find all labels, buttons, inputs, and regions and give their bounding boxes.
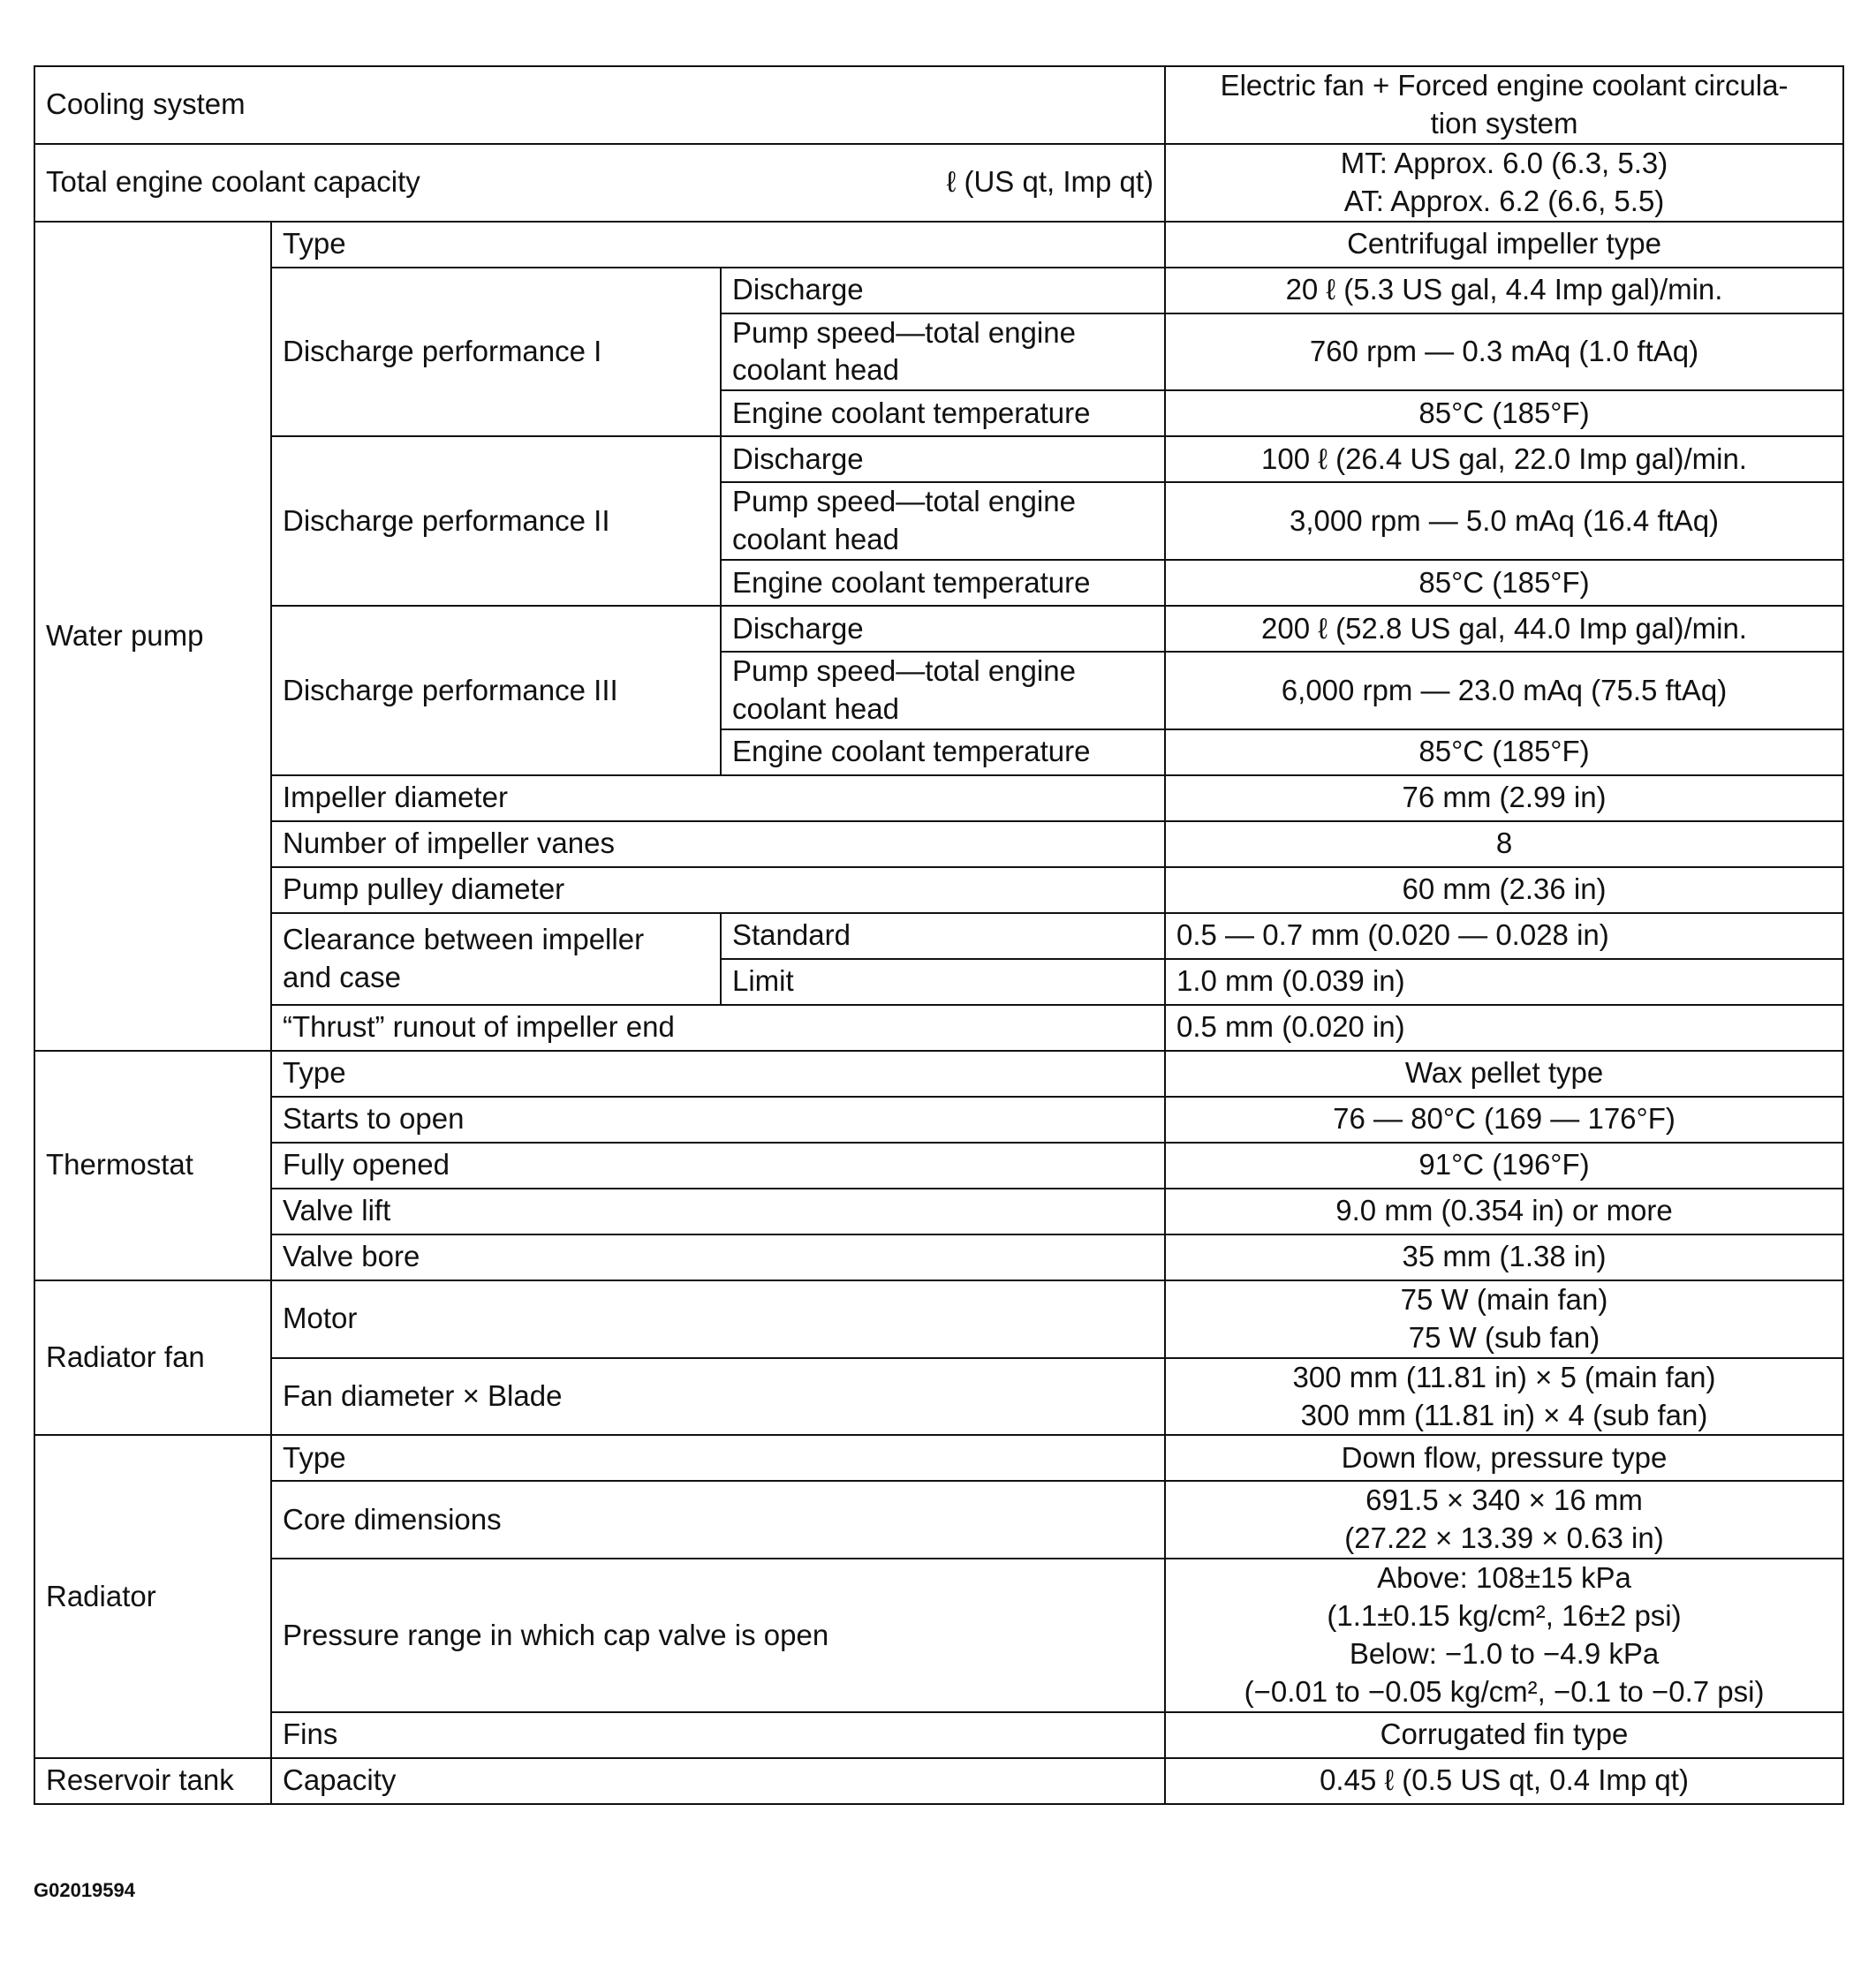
- row-perf2-discharge: [34, 436, 1843, 482]
- row-fan-diameter: [34, 1358, 1843, 1436]
- pump-pulley-value: 60 mm (2.36 in): [1165, 867, 1843, 913]
- perf1-discharge-value: 20 ℓ (5.3 US gal, 4.4 Imp gal)/min.: [1165, 268, 1843, 313]
- clearance-limit-label: Limit: [721, 959, 1165, 1005]
- reservoir-label: Reservoir tank: [34, 1758, 271, 1804]
- water-pump-label: Water pump: [34, 222, 271, 1051]
- perf2-temp-value: 85°C (185°F): [1165, 560, 1843, 606]
- core-dimensions-value: 691.5 × 340 × 16 mm (27.22 × 13.39 × 0.63 in): [1165, 1481, 1843, 1559]
- thermostat-label: Thermostat: [34, 1051, 271, 1280]
- radiator-type-label: Type: [271, 1435, 1165, 1481]
- cap-pressure-label: Pressure range in which cap valve is open: [271, 1559, 1165, 1712]
- valve-bore-value: 35 mm (1.38 in): [1165, 1234, 1843, 1280]
- row-thermostat-type: [34, 1051, 1843, 1097]
- row-reservoir: [34, 1758, 1843, 1804]
- perf3-label: Discharge performance III: [271, 606, 721, 775]
- coolant-capacity-unit: ℓ (US qt, Imp qt): [946, 165, 1154, 199]
- thrust-runout-value: 0.5 mm (0.020 in): [1165, 1005, 1843, 1051]
- row-fins: [34, 1712, 1843, 1758]
- perf3-discharge-value: 200 ℓ (52.8 US gal, 44.0 Imp gal)/min.: [1165, 606, 1843, 652]
- cooling-system-value: Electric fan + Forced engine coolant circula- tion system: [1165, 66, 1843, 144]
- reservoir-capacity-label: Capacity: [271, 1758, 1165, 1804]
- coolant-capacity-label: Total engine coolant capacity: [46, 165, 420, 199]
- perf1-temp-value: 85°C (185°F): [1165, 390, 1843, 436]
- perf2-speed-label: Pump speed—total engine coolant head: [721, 482, 1165, 560]
- coolant-capacity-label-cell: [34, 144, 1165, 222]
- fully-opened-value: 91°C (196°F): [1165, 1143, 1843, 1189]
- clearance-label: Clearance between impeller and case: [271, 913, 721, 1005]
- perf2-label: Discharge performance II: [271, 436, 721, 606]
- row-fully-opened: [34, 1143, 1843, 1189]
- perf3-temp-label: Engine coolant temperature: [721, 729, 1165, 775]
- fan-diameter-value: 300 mm (11.81 in) × 5 (main fan) 300 mm (11.81 in) × 4 (sub fan): [1165, 1358, 1843, 1436]
- coolant-capacity-value: MT: Approx. 6.0 (6.3, 5.3) AT: Approx. 6.2 (6.6, 5.5): [1165, 144, 1843, 222]
- valve-lift-label: Valve lift: [271, 1189, 1165, 1234]
- impeller-diameter-value: 76 mm (2.99 in): [1165, 775, 1843, 821]
- radiator-label: Radiator: [34, 1435, 271, 1757]
- perf2-discharge-label: Discharge: [721, 436, 1165, 482]
- row-pump-pulley: [34, 867, 1843, 913]
- fully-opened-label: Fully opened: [271, 1143, 1165, 1189]
- row-cooling-system: [34, 66, 1843, 144]
- perf1-label: Discharge performance I: [271, 268, 721, 437]
- reservoir-capacity-value: 0.45 ℓ (0.5 US qt, 0.4 Imp qt): [1165, 1758, 1843, 1804]
- row-fan-motor: [34, 1280, 1843, 1358]
- wp-type-label: Type: [271, 222, 1165, 268]
- cooling-system-label: Cooling system: [34, 66, 1165, 144]
- fins-value: Corrugated fin type: [1165, 1712, 1843, 1758]
- pump-pulley-label: Pump pulley diameter: [271, 867, 1165, 913]
- perf2-discharge-value: 100 ℓ (26.4 US gal, 22.0 Imp gal)/min.: [1165, 436, 1843, 482]
- fan-motor-label: Motor: [271, 1280, 1165, 1358]
- wp-type-value: Centrifugal impeller type: [1165, 222, 1843, 268]
- radiator-fan-label: Radiator fan: [34, 1280, 271, 1436]
- cap-pressure-value: Above: 108±15 kPa (1.1±0.15 kg/cm², 16±2 psi) Below: −1.0 to −4.9 kPa (−0.01 to −0.05 kg/cm², −0.1 to −0.7 psi): [1165, 1559, 1843, 1712]
- perf3-speed-label: Pump speed—total engine coolant head: [721, 652, 1165, 729]
- row-valve-lift: [34, 1189, 1843, 1234]
- row-valve-bore: [34, 1234, 1843, 1280]
- row-wp-type: [34, 222, 1843, 268]
- perf3-temp-value: 85°C (185°F): [1165, 729, 1843, 775]
- perf1-temp-label: Engine coolant temperature: [721, 390, 1165, 436]
- cooling-spec-table: [34, 65, 1844, 1805]
- clearance-standard-value: 0.5 — 0.7 mm (0.020 — 0.028 in): [1165, 913, 1843, 959]
- impeller-vanes-value: 8: [1165, 821, 1843, 867]
- row-thrust-runout: [34, 1005, 1843, 1051]
- row-core-dimensions: [34, 1481, 1843, 1559]
- thermostat-type-value: Wax pellet type: [1165, 1051, 1843, 1097]
- row-impeller-vanes: [34, 821, 1843, 867]
- clearance-limit-value: 1.0 mm (0.039 in): [1165, 959, 1843, 1005]
- thermostat-type-label: Type: [271, 1051, 1165, 1097]
- row-radiator-type: [34, 1435, 1843, 1481]
- perf1-discharge-label: Discharge: [721, 268, 1165, 313]
- clearance-standard-label: Standard: [721, 913, 1165, 959]
- row-perf3-discharge: [34, 606, 1843, 652]
- core-dimensions-label: Core dimensions: [271, 1481, 1165, 1559]
- perf3-discharge-label: Discharge: [721, 606, 1165, 652]
- starts-open-value: 76 — 80°C (169 — 176°F): [1165, 1097, 1843, 1143]
- starts-open-label: Starts to open: [271, 1097, 1165, 1143]
- valve-bore-label: Valve bore: [271, 1234, 1165, 1280]
- impeller-vanes-label: Number of impeller vanes: [271, 821, 1165, 867]
- row-starts-open: [34, 1097, 1843, 1143]
- row-perf1-discharge: [34, 268, 1843, 313]
- impeller-diameter-label: Impeller diameter: [271, 775, 1165, 821]
- perf2-temp-label: Engine coolant temperature: [721, 560, 1165, 606]
- fins-label: Fins: [271, 1712, 1165, 1758]
- perf2-speed-value: 3,000 rpm — 5.0 mAq (16.4 ftAq): [1165, 482, 1843, 560]
- perf1-speed-label: Pump speed—total engine coolant head: [721, 313, 1165, 391]
- row-cap-pressure: [34, 1559, 1843, 1712]
- row-coolant-capacity: [34, 144, 1843, 222]
- perf1-speed-value: 760 rpm — 0.3 mAq (1.0 ftAq): [1165, 313, 1843, 391]
- thrust-runout-label: “Thrust” runout of impeller end: [271, 1005, 1165, 1051]
- radiator-type-value: Down flow, pressure type: [1165, 1435, 1843, 1481]
- figure-code: G02019594: [34, 1879, 135, 1901]
- row-impeller-diameter: [34, 775, 1843, 821]
- valve-lift-value: 9.0 mm (0.354 in) or more: [1165, 1189, 1843, 1234]
- perf3-speed-value: 6,000 rpm — 23.0 mAq (75.5 ftAq): [1165, 652, 1843, 729]
- fan-diameter-label: Fan diameter × Blade: [271, 1358, 1165, 1436]
- fan-motor-value: 75 W (main fan) 75 W (sub fan): [1165, 1280, 1843, 1358]
- row-clearance-standard: [34, 913, 1843, 959]
